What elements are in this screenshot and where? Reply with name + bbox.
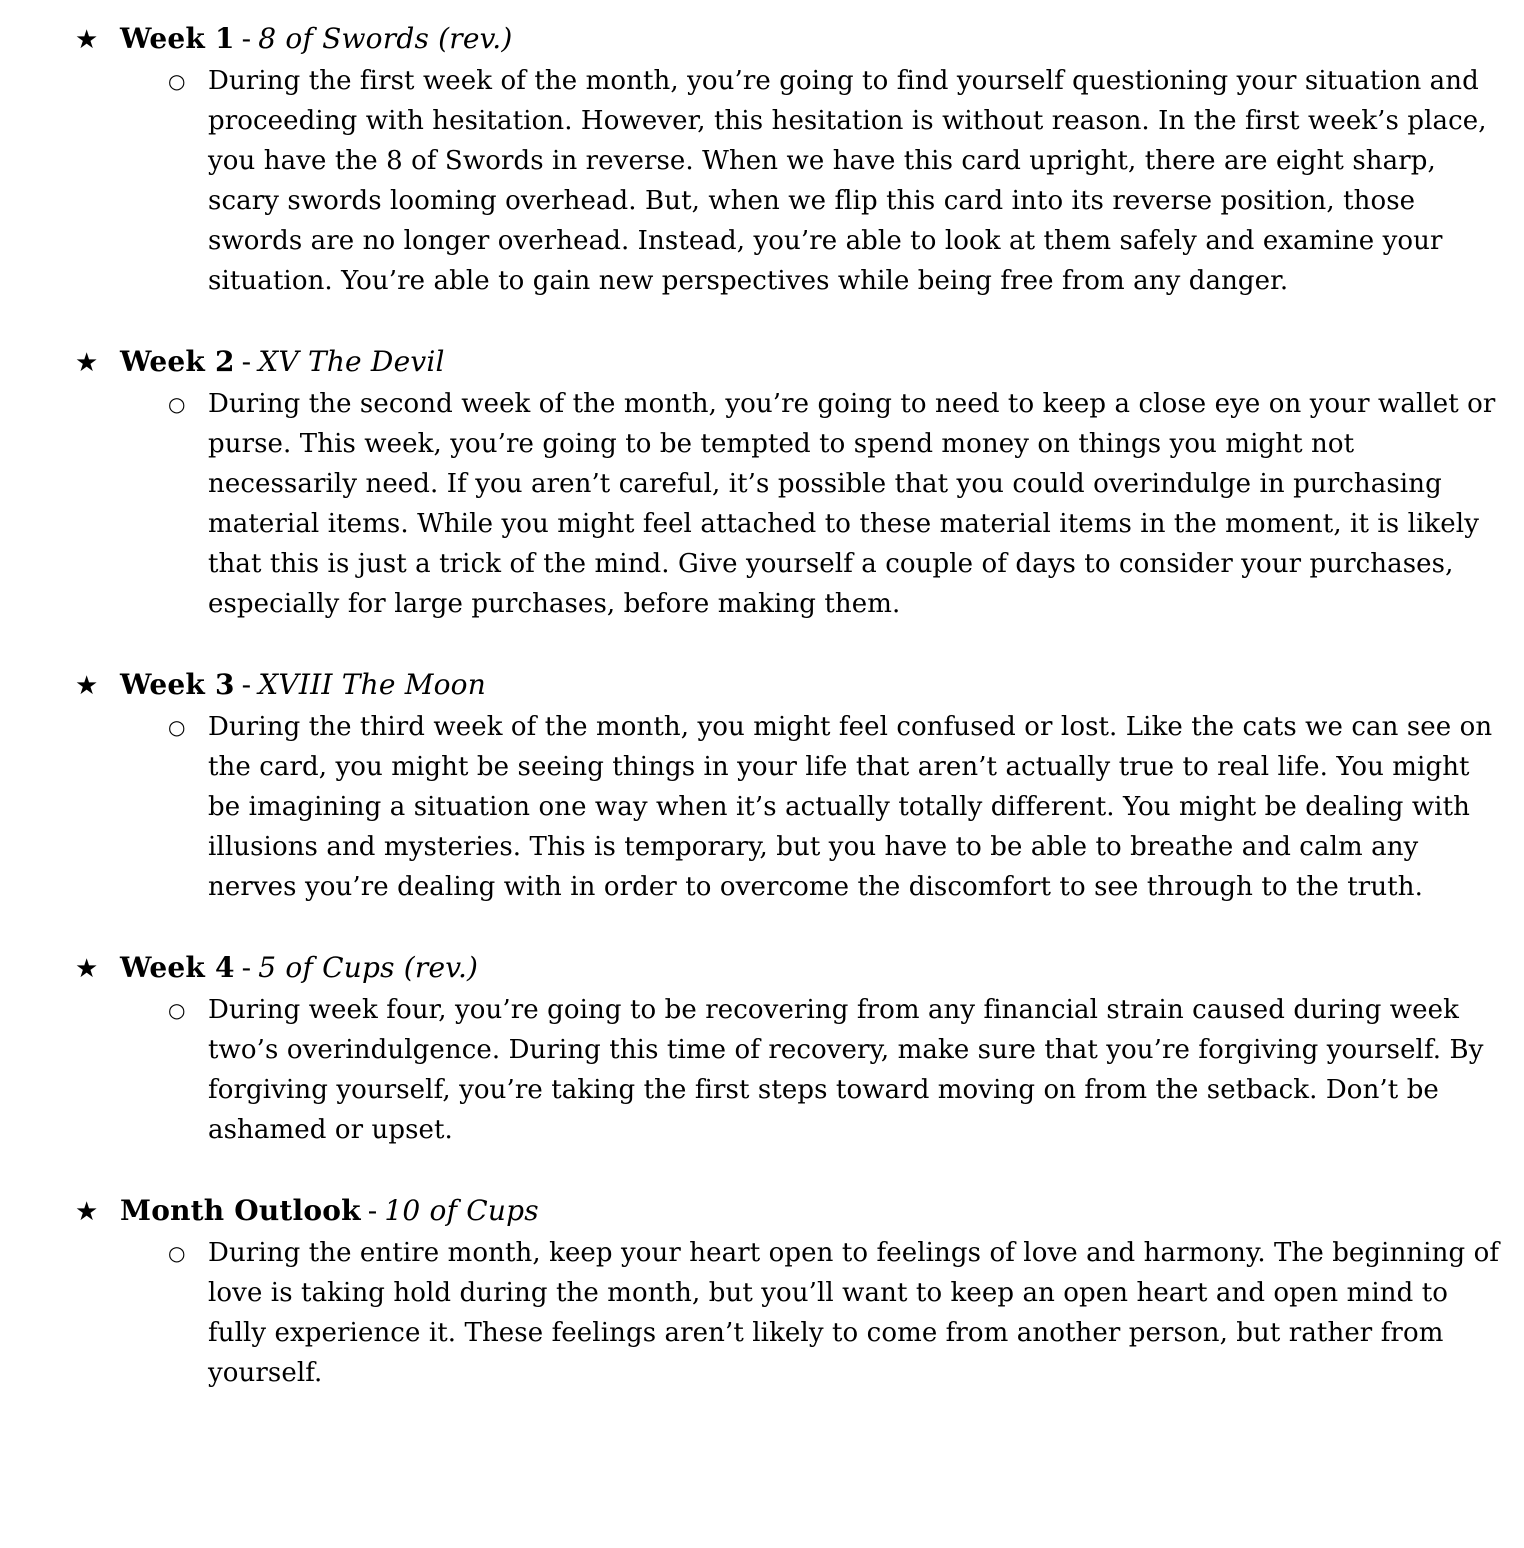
week-label: Week 2 — [120, 345, 235, 378]
circle-bullet-icon: ○ — [168, 69, 186, 93]
star-bullet-icon: ★ — [75, 671, 99, 701]
week-2-heading-row — [75, 341, 1500, 384]
star-bullet-icon: ★ — [75, 1197, 99, 1227]
week-3-description: During the third week of the month, you might feel confused or lost. Like the cats we can see on the card, you might be seeing things in your life that aren’t actually true to real life. You might be imagining a situation one way when it’s actually totally different. You might be dealing with illusions and mysteries. This is temporary, but you have to be able to breathe and calm any nerves you’re dealing with in order to overcome the discomfort to see through to the truth. — [208, 712, 1493, 902]
month-outlook-description: During the entire month, keep your heart open to feelings of love and harmony. The beginning of love is taking hold during the month, but you’ll want to keep an open heart and open mind to fully experience it. These feelings aren’t likely to come from another person, but rather from yourself. — [208, 1238, 1500, 1388]
circle-bullet-icon: ○ — [168, 1241, 186, 1265]
heading-separator: - — [241, 22, 252, 55]
week-2-description: During the second week of the month, you’re going to need to keep a close eye on your wallet or purse. This week, you’re going to be tempted to spend money on things you might not necessarily need. If you aren’t careful, it’s possible that you could overindulge in purchasing material items. While you might feel attached to these material items in the moment, it is likely that this is just a trick of the mind. Give yourself a couple of days to consider your purchases, especially for large purchases, before making them. — [208, 389, 1496, 619]
week-2-body-row — [168, 384, 1500, 624]
card-name: XV The Devil — [258, 345, 445, 378]
star-bullet-icon: ★ — [75, 348, 99, 378]
week-4-body-row — [168, 990, 1500, 1150]
month-outlook-heading-row — [75, 1190, 1500, 1233]
week-4-heading — [120, 947, 478, 989]
week-4-description: During week four, you’re going to be recovering from any financial strain caused during week two’s overindulgence. During this time of recovery, make sure that you’re forgiving yourself. By forgiving yourself, you’re taking the first steps toward moving on from the setback. Don’t be ashamed or upset. — [208, 995, 1484, 1145]
week-1-body-row — [168, 61, 1500, 301]
card-name: 10 of Cups — [384, 1194, 539, 1227]
week-1-description: During the first week of the month, you’re going to find yourself questioning your situation and proceeding with hesitation. However, this hesitation is without reason. In the first week’s place, you have the 8 of Swords in reverse. When we have this card upright, there are eight sharp, scary swords looming overhead. But, when we flip this card into its reverse position, those swords are no longer overhead. Instead, you’re able to look at them safely and examine your situation. You’re able to gain new perspectives while being free from any danger. — [208, 66, 1487, 296]
week-3-heading — [120, 664, 486, 706]
section-week-3 — [75, 664, 1500, 907]
section-week-4 — [75, 947, 1500, 1150]
week-label: Week 3 — [120, 668, 235, 701]
heading-separator: - — [241, 668, 252, 701]
star-bullet-icon: ★ — [75, 25, 99, 55]
card-name: 5 of Cups (rev.) — [258, 951, 479, 984]
star-bullet-icon: ★ — [75, 954, 99, 984]
card-name: 8 of Swords (rev.) — [258, 22, 513, 55]
section-month-outlook — [75, 1190, 1500, 1393]
circle-bullet-icon: ○ — [168, 715, 186, 739]
week-4-heading-row — [75, 947, 1500, 990]
heading-separator: - — [367, 1194, 378, 1227]
section-week-2 — [75, 341, 1500, 624]
heading-separator: - — [241, 345, 252, 378]
heading-separator: - — [241, 951, 252, 984]
section-week-1 — [75, 18, 1500, 301]
week-3-heading-row — [75, 664, 1500, 707]
week-label: Week 1 — [120, 22, 235, 55]
week-label: Week 4 — [120, 951, 235, 984]
week-3-body-row — [168, 707, 1500, 907]
week-2-heading — [120, 341, 445, 383]
month-outlook-heading — [120, 1190, 539, 1232]
card-name: XVIII The Moon — [258, 668, 486, 701]
circle-bullet-icon: ○ — [168, 392, 186, 416]
circle-bullet-icon: ○ — [168, 998, 186, 1022]
month-outlook-body-row — [168, 1233, 1500, 1393]
week-1-heading — [120, 18, 513, 60]
week-label: Month Outlook — [120, 1194, 361, 1227]
week-1-heading-row — [75, 18, 1500, 61]
